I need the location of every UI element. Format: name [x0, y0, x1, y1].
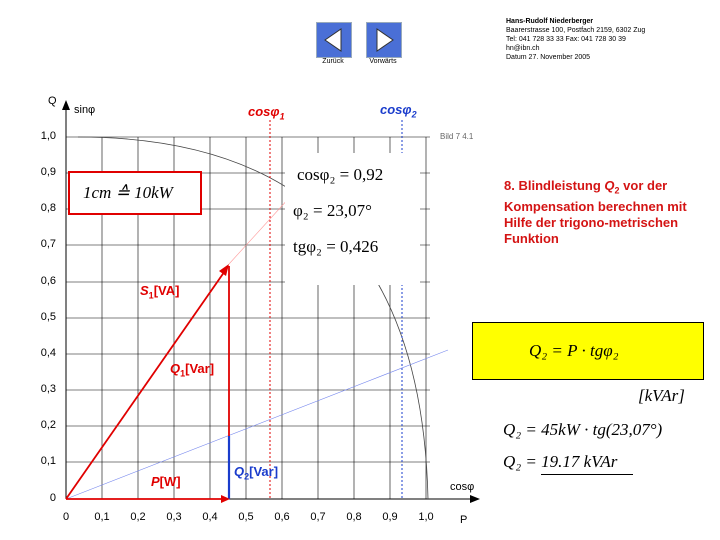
x-tick: 0,7 — [310, 511, 326, 523]
y-tick: 0,8 — [40, 202, 56, 214]
formula-tg: tgφ₂ = 0,426 — [293, 237, 379, 256]
calc-result: 19.17 kVAr — [541, 452, 633, 475]
x-tick: 0,1 — [94, 511, 110, 523]
s1-arrowhead — [219, 264, 229, 276]
cos-phi1-label: cosφ$_1$ — [248, 104, 285, 122]
formula-box — [285, 153, 420, 285]
s1-vector — [66, 268, 227, 499]
x-tick: 0,5 — [238, 511, 254, 523]
forward-label: Vorwärts — [369, 58, 397, 65]
y-tick: 0,4 — [40, 347, 56, 359]
x-tick: 0,2 — [130, 511, 146, 523]
y-tick: 0,9 — [40, 166, 56, 178]
scale-box — [68, 171, 202, 215]
x-tick: 0,8 — [346, 511, 362, 523]
author-address: Baarerstrasse 100, Postfach 2159, 6302 Zug — [506, 27, 646, 34]
y-tick: 0,6 — [40, 275, 56, 287]
x-tick: 1,0 — [418, 511, 434, 523]
x-axis-title: P — [460, 514, 468, 526]
x-tick: 0 — [62, 511, 70, 523]
q2-label: $Q_2[Var]$ — [234, 464, 279, 482]
calc-line-1: Q₂ = 45kW · tg(23,07°) — [503, 420, 663, 439]
unit-label: [kVAr] — [638, 386, 685, 405]
x-tick: 0,4 — [202, 511, 218, 523]
x-axis-subtitle: cosφ — [450, 481, 475, 493]
x-tick: 0,3 — [166, 511, 182, 523]
x-tick: 0,6 — [274, 511, 290, 523]
formula-cos: cosφ₂ = 0,92 — [297, 165, 384, 184]
task-title: 8. Blindleistung $Q_2$ vor der Kompensation berechnen mit Hilfe der trigono-metrischen Funktion — [504, 178, 687, 246]
author-date: Datum 27. November 2005 — [506, 54, 591, 61]
y-axis-subtitle: sinφ — [74, 104, 96, 116]
scale-text: 1cm ≙ 10kW — [83, 183, 173, 202]
y-axis-arrow — [62, 100, 70, 110]
calc-line-2: Q₂ = 19.17 kVAr — [503, 452, 633, 475]
formula-phi: φ₂ = 23,07° — [293, 201, 372, 220]
x-axis-arrow — [470, 495, 480, 503]
figure-label: Bild 7 4.1 — [440, 132, 474, 141]
q1-label: $Q_1[Var]$ — [170, 361, 215, 379]
s1-extension — [229, 197, 290, 264]
cos-phi2-label: cosφ$_2$ — [380, 102, 417, 120]
formula-q2: Q₂ = P · tgφ₂ — [529, 341, 619, 360]
y-tick: 0,7 — [40, 238, 56, 250]
y-tick: 0 — [49, 492, 56, 504]
y-tick: 0,5 — [40, 311, 56, 323]
y-tick: 0,2 — [40, 419, 56, 431]
author-phone: Tel: 041 728 33 33 Fax: 041 728 30 39 — [506, 36, 626, 43]
s1-label: $S_1[VA]$ — [140, 283, 180, 301]
y-tick: 1,0 — [40, 130, 56, 142]
formula-highlight-box — [472, 322, 704, 380]
p-label: P[W] — [151, 474, 181, 489]
y-axis-title: Q — [48, 95, 57, 107]
author-email: hn@ibn.ch — [506, 45, 540, 52]
y-tick: 0,3 — [40, 383, 56, 395]
back-label: Zurück — [322, 58, 344, 65]
author-name: Hans-Rudolf Niederberger — [506, 18, 594, 25]
x-tick: 0,9 — [382, 511, 398, 523]
y-tick: 0,1 — [40, 455, 56, 467]
